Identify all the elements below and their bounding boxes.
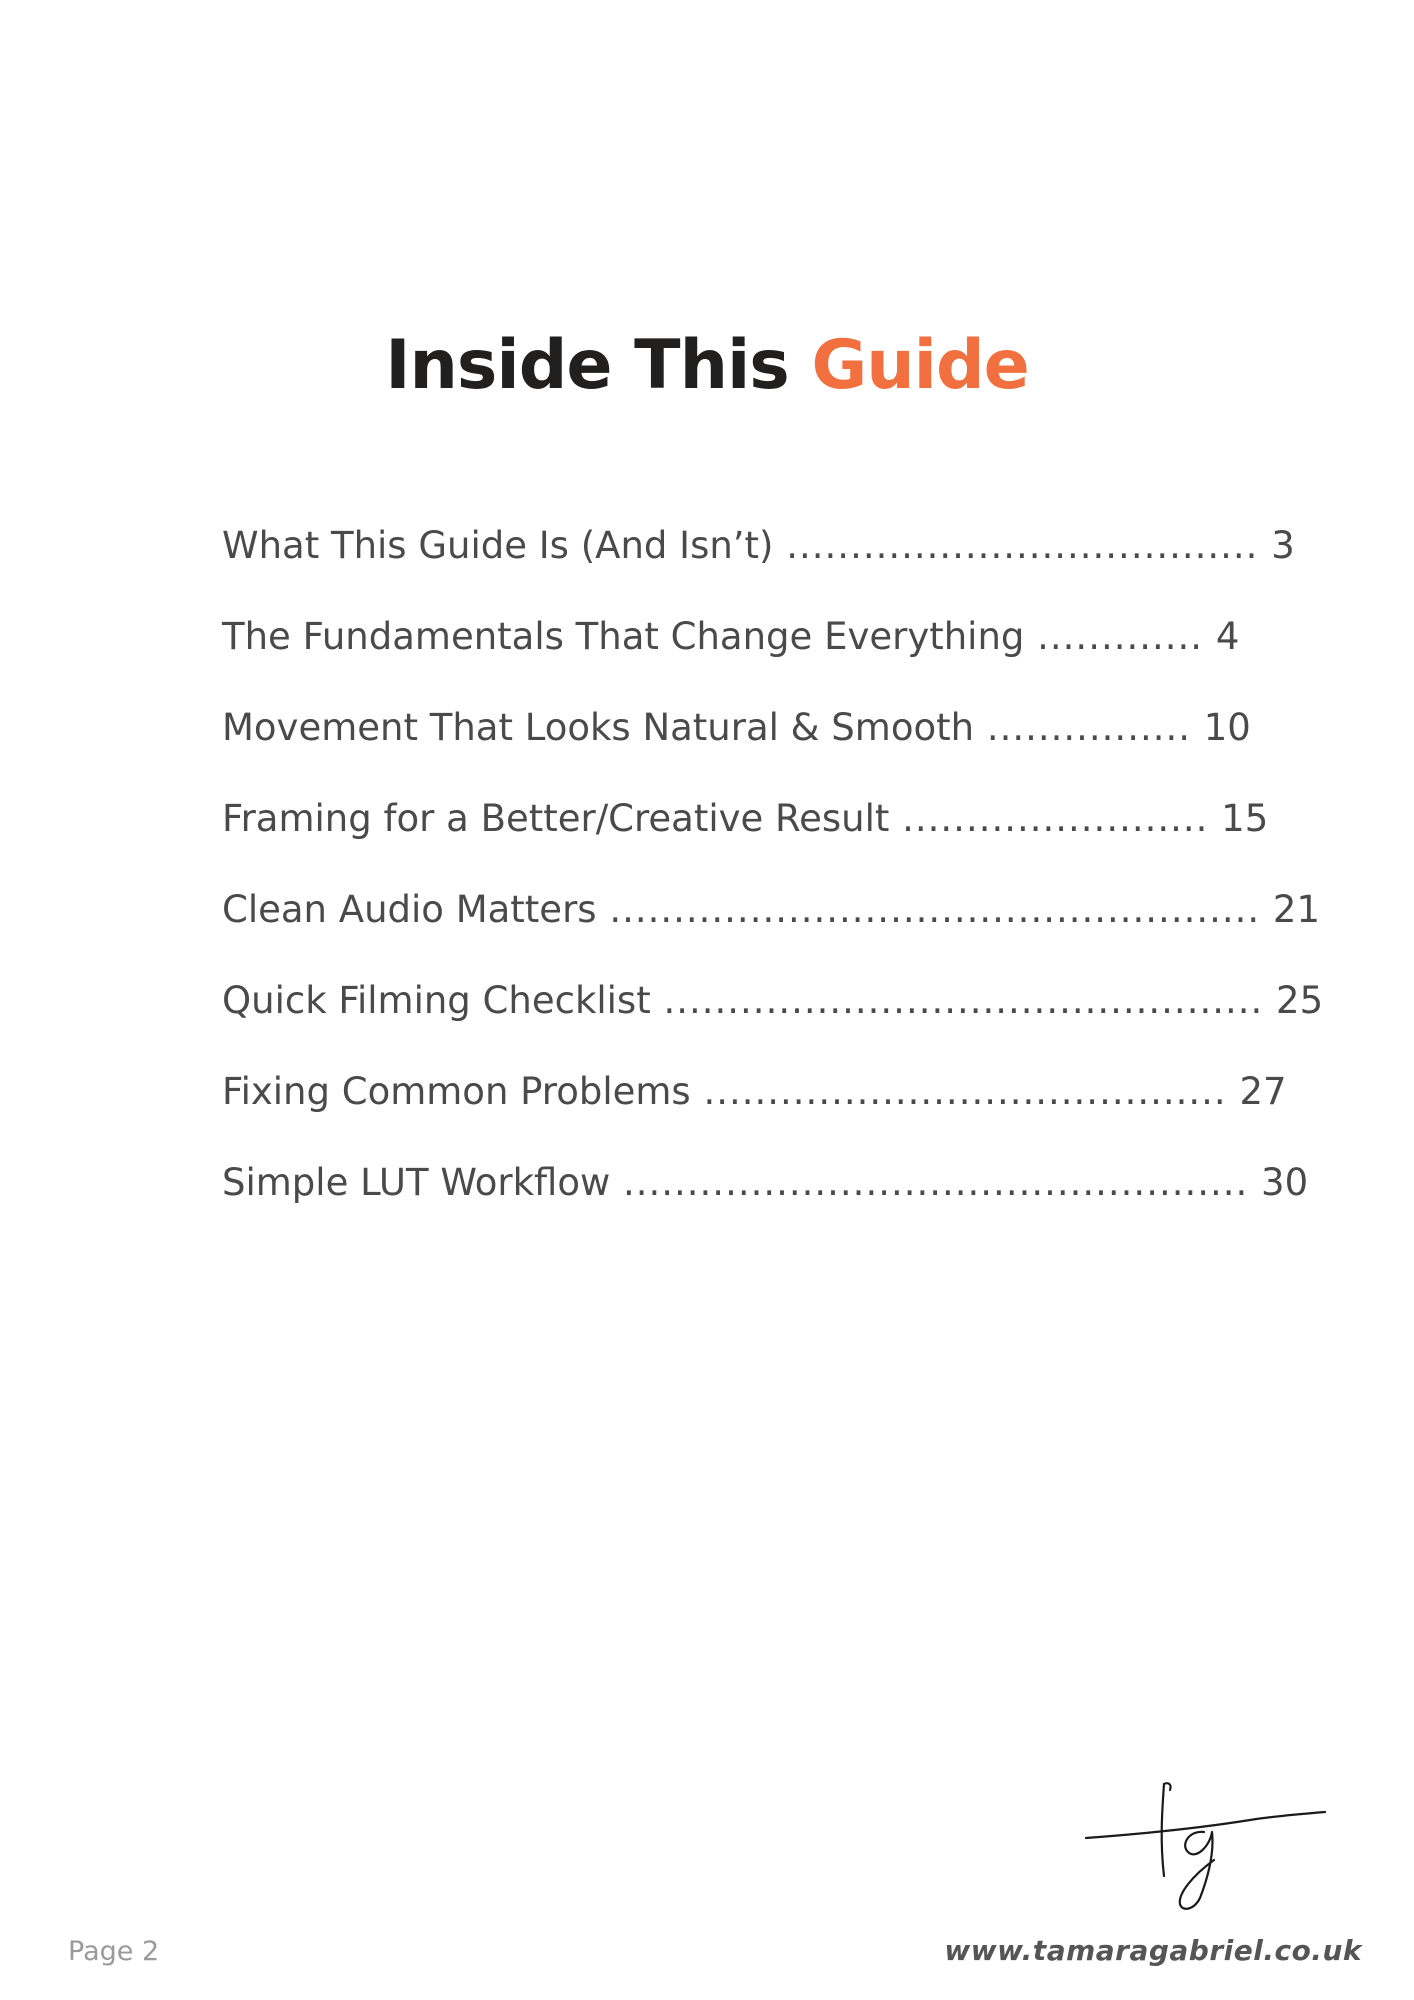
toc-entry[interactable] (222, 700, 1251, 791)
toc-entry-leader: ............................................... (650, 979, 1277, 1022)
toc-entry-page: 25 (1276, 979, 1324, 1022)
toc-entry-leader: ............. (1024, 615, 1216, 658)
toc-entry-leader: ................................................. (610, 1161, 1262, 1204)
toc-entry-label: The Fundamentals That Change Everything (222, 615, 1025, 658)
toc-entry[interactable] (222, 882, 1321, 973)
toc-entry-page: 10 (1203, 706, 1251, 749)
table-of-contents (222, 518, 1324, 1246)
toc-entry-leader: ................................................... (596, 888, 1273, 931)
toc-entry-leader: ........................ (889, 797, 1222, 840)
page-title-main: Inside This (385, 325, 789, 405)
toc-entry-label: Movement That Looks Natural & Smooth (222, 706, 975, 749)
page-number: Page 2 (68, 1936, 160, 1967)
tg-signature-logo (1080, 1772, 1330, 1922)
toc-entry-leader: ................ (974, 706, 1204, 749)
toc-entry-page: 21 (1272, 888, 1321, 931)
page-title-accent: Guide (811, 325, 1029, 405)
toc-entry-page: 27 (1239, 1070, 1287, 1113)
toc-entry-label: What This Guide Is (And Isn’t) (222, 524, 774, 567)
toc-entry-page: 30 (1261, 1161, 1309, 1204)
toc-entry-leader: ......................................... (690, 1070, 1240, 1113)
toc-entry-page: 15 (1221, 797, 1269, 840)
website-link[interactable]: www.tamaragabriel.co.uk (944, 1934, 1362, 1967)
toc-entry-leader: ..................................... (773, 524, 1272, 567)
page-title (0, 325, 1414, 405)
toc-entry-label: Clean Audio Matters (222, 888, 597, 931)
toc-entry[interactable] (222, 609, 1240, 700)
toc-entry[interactable] (222, 973, 1324, 1064)
toc-entry[interactable] (222, 518, 1295, 609)
toc-entry-label: Quick Filming Checklist (222, 979, 651, 1022)
toc-entry[interactable] (222, 791, 1269, 882)
toc-entry-label: Fixing Common Problems (222, 1070, 691, 1113)
toc-entry[interactable] (222, 1064, 1287, 1155)
toc-entry-page: 4 (1215, 615, 1240, 658)
toc-entry-label: Framing for a Better/Creative Result (222, 797, 890, 840)
toc-entry[interactable] (222, 1155, 1309, 1246)
toc-entry-label: Simple LUT Workflow (222, 1161, 611, 1204)
toc-entry-page: 3 (1271, 524, 1295, 567)
